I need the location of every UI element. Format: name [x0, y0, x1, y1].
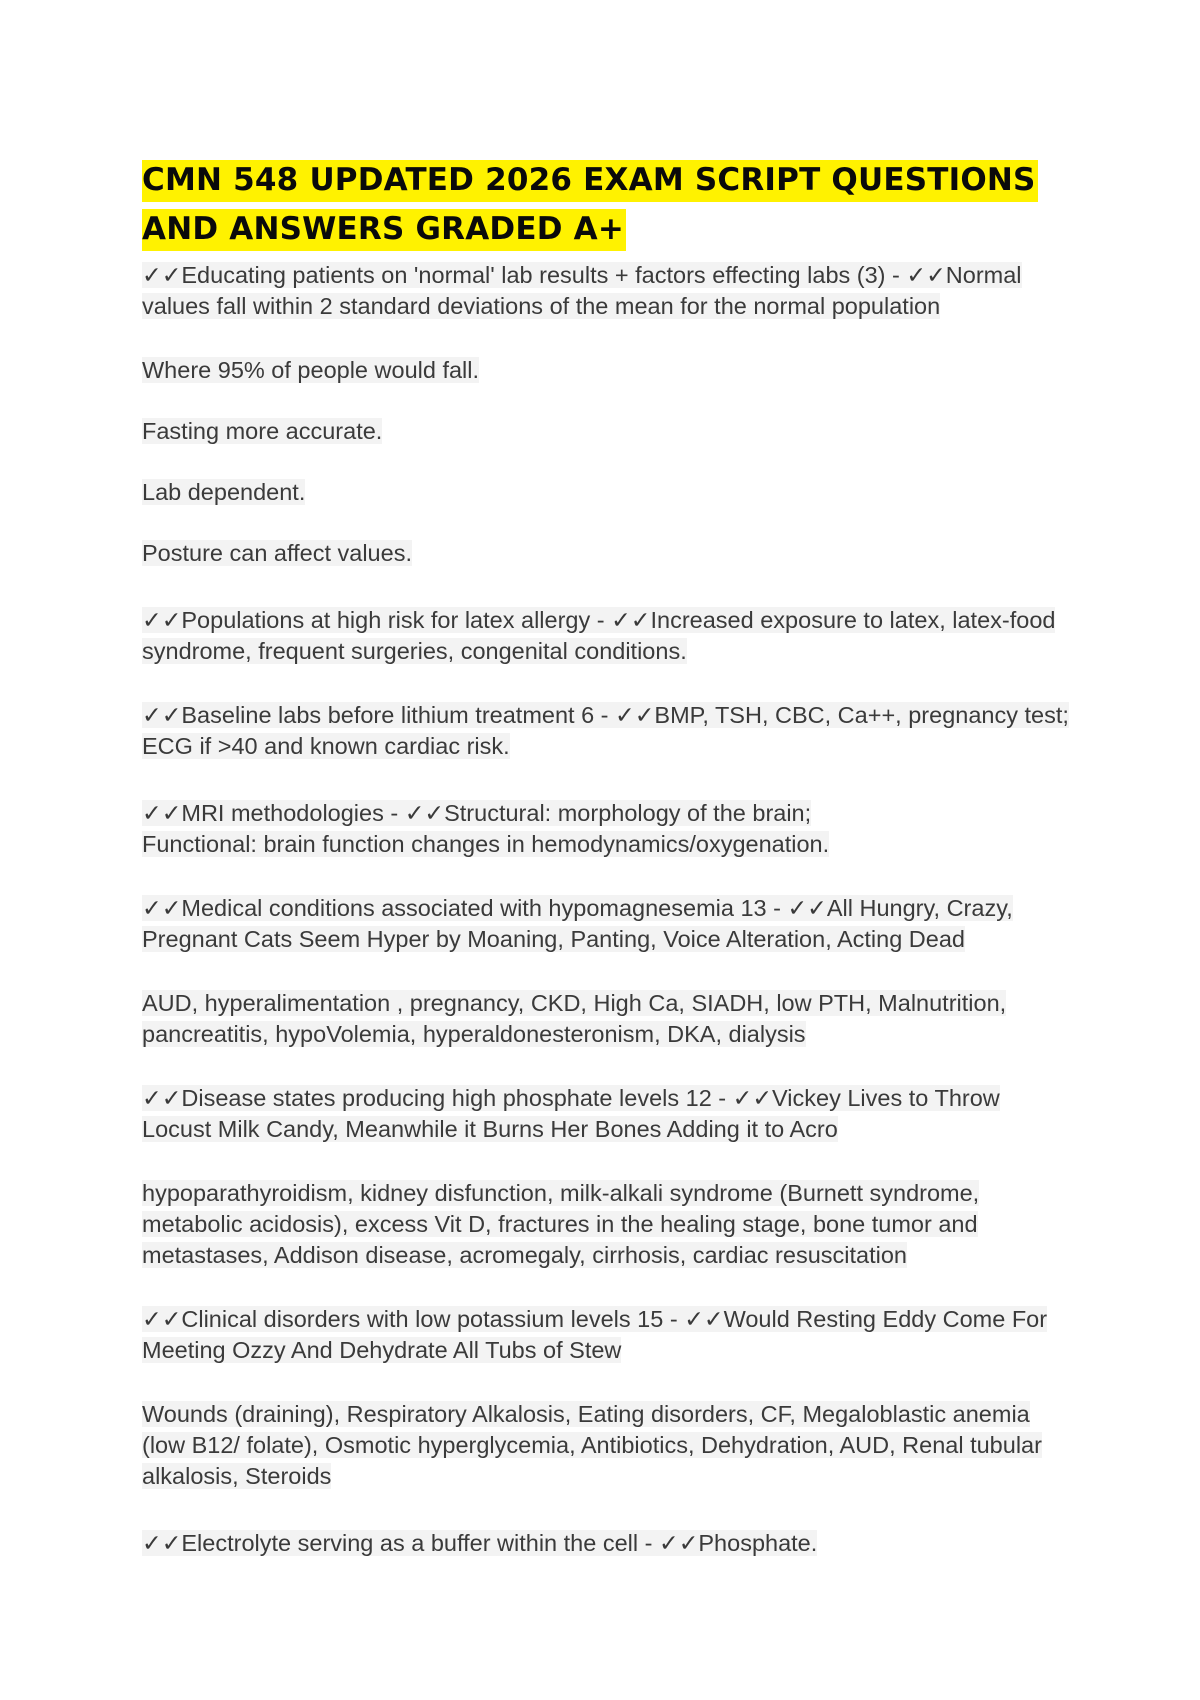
paragraph-text: Wounds (draining), Respiratory Alkalosis, Eating disorders, CF, Megaloblastic anemia (low B12/ folate), Osmotic hyperglycemia, Antibiotics, Dehydration, AUD, Renal tubular alkalosis, Steroids [142, 1401, 1042, 1489]
paragraph-text: ✓✓Baseline labs before lithium treatment 6 - ✓✓BMP, TSH, CBC, Ca++, pregnancy test; ECG if >40 and known cardiac risk. [142, 702, 1069, 759]
qa-item-hypomagnesemia [142, 893, 1072, 955]
paragraph-text: ✓✓Disease states producing high phosphate levels 12 - ✓✓Vickey Lives to Throw Locust Milk Candy, Meanwhile it Burns Her Bones Adding it to Acro [142, 1085, 1000, 1142]
paragraph-text: Lab dependent. [142, 479, 306, 505]
qa-item-mri-methodologies [142, 798, 1072, 829]
answer-note [142, 1399, 1072, 1492]
paragraph-text: Functional: brain function changes in hemodynamics/oxygenation. [142, 831, 830, 857]
paragraph-text: AUD, hyperalimentation , pregnancy, CKD, High Ca, SIADH, low PTH, Malnutrition, pancreatitis, hypoVolemia, hyperaldonesteronism, DKA, dialysis [142, 990, 1007, 1047]
paragraph-text: ✓✓Educating patients on 'normal' lab results + factors effecting labs (3) - ✓✓Normal values fall within 2 standard deviations of the mean for the normal population [142, 262, 1022, 319]
answer-note [142, 538, 1072, 569]
answer-note [142, 988, 1072, 1050]
qa-item-lithium-baseline [142, 700, 1072, 762]
paragraph-text: ✓✓Medical conditions associated with hypomagnesemia 13 - ✓✓All Hungry, Crazy, Pregnant Cats Seem Hyper by Moaning, Panting, Voice Alteration, Acting Dead [142, 895, 1013, 952]
qa-item-high-phosphate [142, 1083, 1072, 1145]
qa-item-low-potassium [142, 1304, 1072, 1366]
document-title [142, 156, 1072, 254]
answer-note [142, 355, 1072, 386]
qa-item-cell-buffer [142, 1528, 1072, 1559]
paragraph-text: Posture can affect values. [142, 540, 412, 566]
qa-item-latex-allergy [142, 605, 1072, 667]
qa-item-normal-lab-results [142, 260, 1072, 322]
paragraph-text: ✓✓Populations at high risk for latex allergy - ✓✓Increased exposure to latex, latex-food syndrome, frequent surgeries, congenital conditions. [142, 607, 1056, 664]
paragraph-text: Fasting more accurate. [142, 418, 383, 444]
paragraph-text: ✓✓MRI methodologies - ✓✓Structural: morphology of the brain; [142, 800, 812, 826]
paragraph-text: hypoparathyroidism, kidney disfunction, milk-alkali syndrome (Burnett syndrome, metabolic acidosis), excess Vit D, fractures in the healing stage, bone tumor and metastases, Addison disease, acromegaly, cirrhosis, cardiac resuscitation [142, 1180, 980, 1268]
paragraph-text: ✓✓Clinical disorders with low potassium levels 15 - ✓✓Would Resting Eddy Come For Meeting Ozzy And Dehydrate All Tubs of Stew [142, 1306, 1048, 1363]
document-title-text: CMN 548 UPDATED 2026 EXAM SCRIPT QUESTIONS AND ANSWERS GRADED A+ [142, 160, 1038, 251]
answer-note [142, 416, 1072, 447]
document-content [142, 156, 1072, 1559]
answer-note [142, 477, 1072, 508]
paragraph-text: Where 95% of people would fall. [142, 357, 480, 383]
answer-note [142, 829, 1072, 860]
answer-note [142, 1178, 1072, 1271]
paragraph-text: ✓✓Electrolyte serving as a buffer within the cell - ✓✓Phosphate. [142, 1530, 818, 1556]
